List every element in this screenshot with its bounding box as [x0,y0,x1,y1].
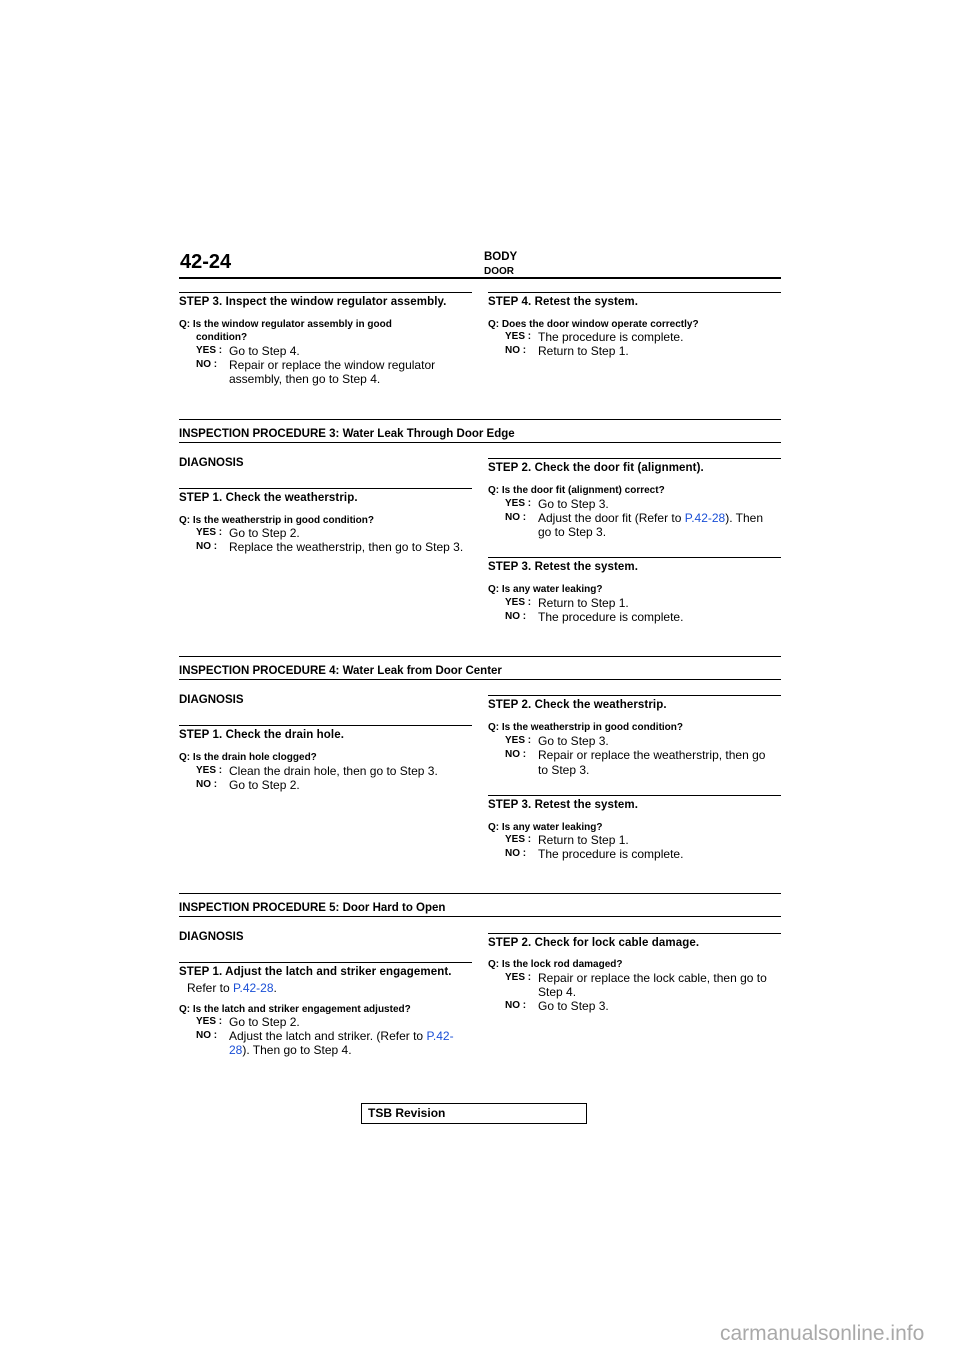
page-reference-link-continued[interactable]: 28 [229,1043,243,1057]
yes-answer [196,764,438,778]
question: Q: Is any water leaking? [488,822,603,833]
no-label: NO : [505,611,527,622]
page-reference-link[interactable]: P.42-28 [233,981,274,995]
no-text-post: ). Then go to Step 4. [242,1043,352,1057]
procedure-rule-bottom [179,916,781,917]
step-rule [488,557,781,558]
yes-label: YES : [505,834,532,845]
no-label: NO : [196,1030,218,1041]
step-rule [179,962,472,963]
yes-answer [505,971,767,985]
no-label: NO : [505,848,527,859]
no-answer [505,610,683,624]
yes-text: Go to Step 3. [538,497,609,511]
yes-label: YES : [196,527,223,538]
step-rule [488,795,781,796]
step-rule [488,292,781,293]
no-answer [196,778,300,792]
step-heading: STEP 2. Check the weatherstrip. [488,699,667,711]
yes-answer [505,497,609,511]
no-label: NO : [505,345,527,356]
no-answer [505,847,683,861]
procedure-rule-bottom [179,679,781,680]
subsection-title: DOOR [484,266,514,277]
no-answer [196,1029,454,1043]
yes-answer [505,596,629,610]
no-answer [505,344,629,358]
no-label: NO : [505,749,527,760]
step-rule [179,725,472,726]
no-text-continued: go to Step 3. [538,525,607,539]
step-heading: STEP 3. Inspect the window regulator assembly. [179,296,447,308]
diagnosis-heading: DIAGNOSIS [179,694,244,706]
no-text: Repair or replace the window regulator [229,358,436,372]
yes-text: Go to Step 3. [538,734,609,748]
no-text: Replace the weatherstrip, then go to Step 3. [229,540,464,554]
step-heading: STEP 2. Check the door fit (alignment). [488,462,704,474]
question-continued: condition? [196,332,248,343]
yes-text: Return to Step 1. [538,596,629,610]
step-heading: STEP 4. Retest the system. [488,296,639,308]
no-label: NO : [196,541,218,552]
yes-answer [196,526,300,540]
no-text: Repair or replace the weatherstrip, then go [538,748,766,762]
procedure-rule-top [179,893,781,894]
step-heading: STEP 3. Retest the system. [488,799,639,811]
diagnosis-heading: DIAGNOSIS [179,457,244,469]
no-text: Go to Step 2. [229,778,300,792]
no-answer [505,511,763,525]
question: Q: Is the weatherstrip in good condition? [179,515,374,526]
yes-label: YES : [505,972,532,983]
yes-label: YES : [505,331,532,342]
reference-note [187,981,277,995]
yes-text-continued: Step 4. [538,985,577,999]
diagnosis-heading: DIAGNOSIS [179,931,244,943]
reference-post: . [273,981,277,995]
yes-text: The procedure is complete. [538,330,684,344]
step-rule [179,488,472,489]
yes-label: YES : [196,1016,223,1027]
no-answer [196,540,463,554]
procedure-title: INSPECTION PROCEDURE 3: Water Leak Through Door Edge [179,428,515,440]
question: Q: Is the window regulator assembly in good [179,319,392,330]
no-answer [505,999,609,1013]
yes-text: Clean the drain hole, then go to Step 3. [229,764,438,778]
no-text-continued: to Step 3. [538,763,590,777]
no-text-post: ). Then [725,511,764,525]
yes-answer [505,330,683,344]
step-heading: STEP 3. Retest the system. [488,561,639,573]
page-number: 42-24 [180,251,232,273]
step-heading: STEP 1. Check the drain hole. [179,729,345,741]
no-label: NO : [505,1000,527,1011]
question: Q: Does the door window operate correctly? [488,319,699,330]
yes-answer [196,1015,300,1029]
no-text: The procedure is complete. [538,847,684,861]
yes-label: YES : [505,498,532,509]
no-text-continued: assembly, then go to Step 4. [229,372,381,386]
yes-label: YES : [196,765,223,776]
yes-text: Go to Step 2. [229,1015,300,1029]
yes-label: YES : [505,735,532,746]
no-answer [505,748,765,762]
step-rule [488,933,781,934]
step-rule [179,292,472,293]
no-text: The procedure is complete. [538,610,684,624]
procedure-title: INSPECTION PROCEDURE 4: Water Leak from Door Center [179,665,502,677]
step-heading: STEP 1. Check the weatherstrip. [179,492,358,504]
yes-text: Go to Step 2. [229,526,300,540]
reference-pre: Refer to [187,981,234,995]
question: Q: Is any water leaking? [488,584,603,595]
no-answer [196,358,435,372]
procedure-rule-top [179,419,781,420]
step-heading: STEP 1. Adjust the latch and striker engagement. [179,966,452,978]
yes-answer [505,734,609,748]
procedure-rule-top [179,656,781,657]
question: Q: Is the latch and striker engagement adjusted? [179,1004,411,1015]
header-rule [179,277,781,279]
section-title: BODY [484,251,518,263]
watermark: carmanualsonline.info [720,1322,925,1345]
question: Q: Is the drain hole clogged? [179,752,317,763]
no-text: Return to Step 1. [538,344,629,358]
page-reference-link[interactable]: P.42- [426,1029,454,1043]
no-label: NO : [196,359,218,370]
no-text [538,511,763,525]
procedure-title: INSPECTION PROCEDURE 5: Door Hard to Open [179,902,446,914]
step-heading: STEP 2. Check for lock cable damage. [488,937,700,949]
yes-text: Go to Step 4. [229,344,300,358]
no-label: NO : [196,779,218,790]
no-text-pre: Adjust the door fit (Refer to [538,511,685,525]
yes-answer [196,344,300,358]
question: Q: Is the weatherstrip in good condition? [488,722,683,733]
no-text-continued [229,1043,352,1057]
yes-text: Return to Step 1. [538,833,629,847]
no-text [229,1029,454,1043]
tsb-revision-box: TSB Revision [361,1103,587,1124]
yes-label: YES : [196,345,223,356]
yes-text: Repair or replace the lock cable, then go to [538,971,767,985]
yes-label: YES : [505,597,532,608]
page-reference-link[interactable]: P.42-28 [684,511,726,525]
no-text-pre: Adjust the latch and striker. (Refer to [229,1029,427,1043]
procedure-rule-bottom [179,442,781,443]
no-label: NO : [505,512,527,523]
yes-answer [505,833,629,847]
step-rule [488,458,781,459]
question: Q: Is the lock rod damaged? [488,959,623,970]
no-text: Go to Step 3. [538,999,609,1013]
question: Q: Is the door fit (alignment) correct? [488,485,665,496]
step-rule [488,695,781,696]
